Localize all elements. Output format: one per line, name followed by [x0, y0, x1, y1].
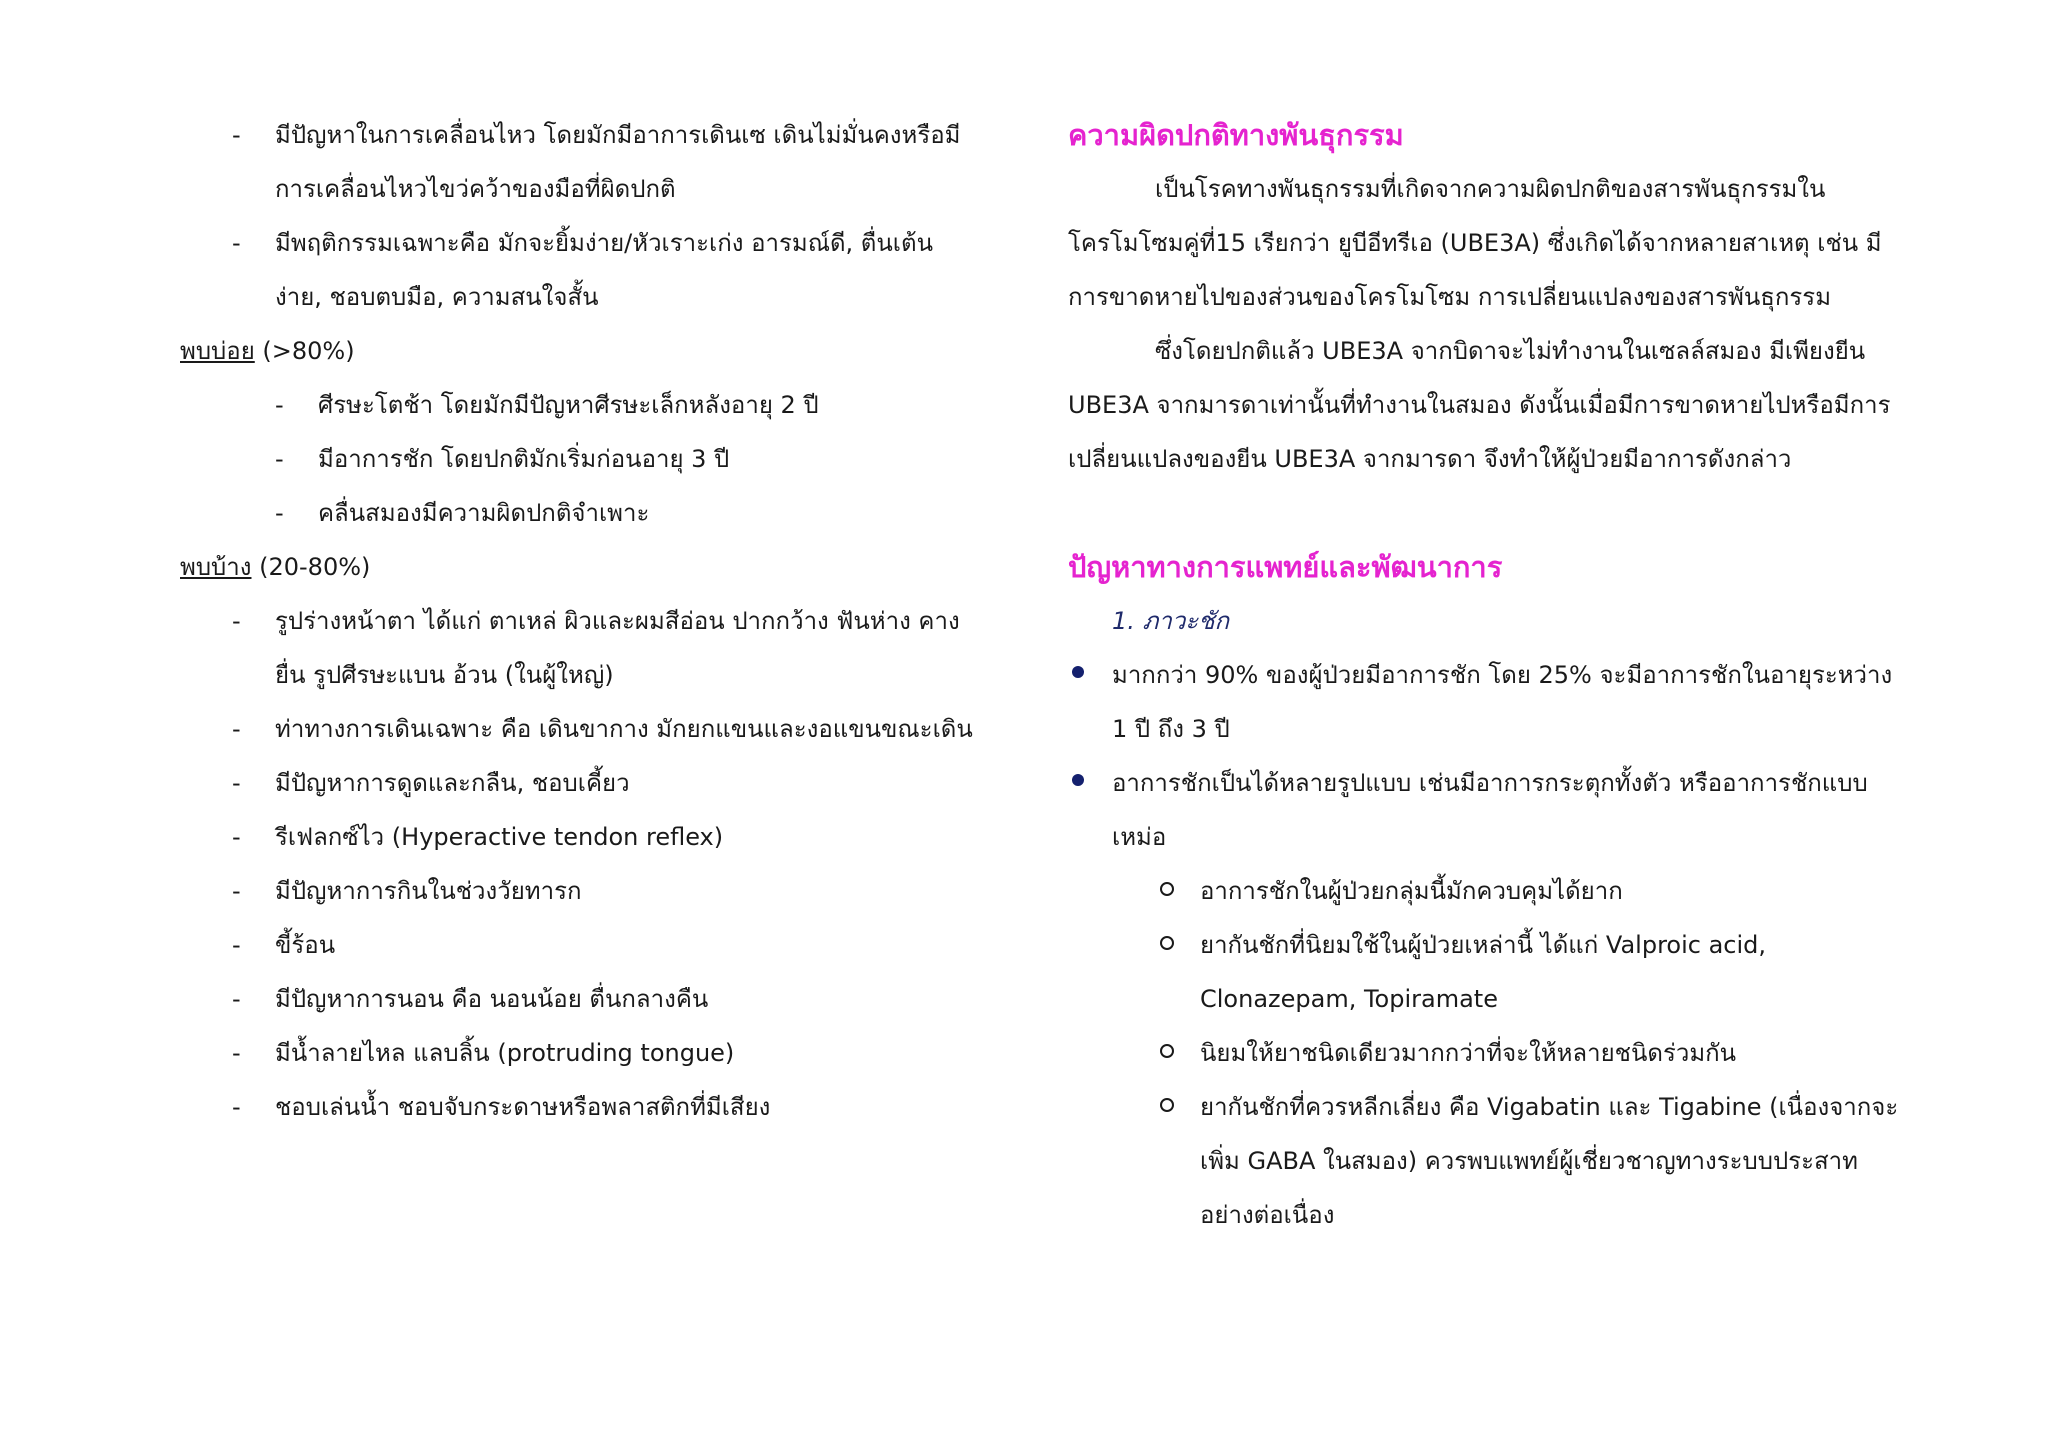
common-label-row — [180, 324, 355, 378]
face-line-2: ยื่น รูปศีรษะแบน อ้วน (ในผู้ใหญ่) — [275, 661, 614, 689]
circle-bullet — [1160, 936, 1174, 950]
sometimes-item: ชอบเล่นน้ำ ชอบจับกระดาษหรือพลาสติกที่มีเสียง — [275, 1093, 771, 1121]
sub4-line-3: อย่างต่อเนื่อง — [1200, 1201, 1335, 1229]
sub4-line-2: เพิ่ม GABA ในสมอง) ควรพบแพทย์ผู้เชี่ยวชาญทางระบบประสาท — [1200, 1147, 1858, 1175]
dash-marker: - — [232, 229, 241, 257]
sometimes-percentage: (20-80%) — [251, 553, 371, 581]
sub2-line-1: ยากันชักที่นิยมใช้ในผู้ป่วยเหล่านี้ ได้แก่ Valproic acid, — [1200, 931, 1767, 959]
motor-problem-line-1: มีปัญหาในการเคลื่อนไหว โดยมักมีอาการเดินเซ เดินไม่มั่นคงหรือมี — [275, 121, 961, 149]
circle-bullet — [1160, 1044, 1174, 1058]
genetics-para2-line-1: ซึ่งโดยปกติแล้ว UBE3A จากบิดาจะไม่ทำงานในเซลล์สมอง มีเพียงยีน — [1155, 337, 1866, 365]
dash-marker: - — [232, 1039, 241, 1067]
bullet1-line-2: 1 ปี ถึง 3 ปี — [1112, 715, 1230, 743]
bullet1-line-1: มากกว่า 90% ของผู้ป่วยมีอาการชัก โดย 25% จะมีอาการชักในอายุระหว่าง — [1112, 661, 1893, 689]
genetics-para1-line-2: โครโมโซมคู่ที่15 เรียกว่า ยูบีอีทรีเอ (UBE3A) ซึ่งเกิดได้จากหลายสาเหตุ เช่น มี — [1068, 229, 1882, 257]
genetics-para1-line-1: เป็นโรคทางพันธุกรรมที่เกิดจากความผิดปกติของสารพันธุกรรมใน — [1155, 175, 1826, 203]
sub1-line-1: อาการชักในผู้ป่วยกลุ่มนี้มักควบคุมได้ยาก — [1200, 877, 1623, 905]
bullet2-line-1: อาการชักเป็นได้หลายรูปแบบ เช่นมีอาการกระตุกทั้งตัว หรืออาการชักแบบ — [1112, 769, 1868, 797]
dash-marker: - — [275, 391, 284, 419]
motor-problem-line-2: การเคลื่อนไหวไขว่คว้าของมือที่ผิดปกติ — [275, 175, 676, 203]
sub4-line-1: ยากันชักที่ควรหลีกเลี่ยง คือ Vigabatin และ Tigabine (เนื่องจากจะ — [1200, 1093, 1899, 1121]
dash-marker: - — [232, 121, 241, 149]
dash-marker: - — [275, 499, 284, 527]
common-item: ศีรษะโตช้า โดยมักมีปัญหาศีรษะเล็กหลังอายุ 2 ปี — [318, 391, 819, 419]
behavior-line-1: มีพฤติกรรมเฉพาะคือ มักจะยิ้มง่าย/หัวเราะเก่ง อารมณ์ดี, ตื่นเต้น — [275, 229, 933, 257]
sometimes-item: มีน้ำลายไหล แลบลิ้น (protruding tongue) — [275, 1039, 735, 1067]
sometimes-item: มีปัญหาการกินในช่วงวัยทารก — [275, 877, 582, 905]
sometimes-item: ขี้ร้อน — [275, 931, 336, 959]
genetics-heading: ความผิดปกติทางพันธุกรรม — [1068, 118, 1404, 152]
sometimes-label: พบบ้าง — [180, 553, 252, 581]
dash-marker: - — [232, 985, 241, 1013]
dash-marker: - — [232, 1093, 241, 1121]
sometimes-item: รีเฟลกซ์ไว (Hyperactive tendon reflex) — [275, 823, 724, 851]
dash-marker: - — [275, 445, 284, 473]
sometimes-label-row — [180, 540, 370, 594]
dash-marker: - — [232, 877, 241, 905]
dash-marker: - — [232, 607, 241, 635]
dash-marker: - — [232, 931, 241, 959]
common-item: มีอาการชัก โดยปกติมักเริ่มก่อนอายุ 3 ปี — [318, 445, 730, 473]
bullet-dot — [1072, 666, 1084, 678]
genetics-para1-line-3: การขาดหายไปของส่วนของโครโมโซม การเปลี่ยนแปลงของสารพันธุกรรม — [1068, 283, 1832, 311]
circle-bullet — [1160, 1098, 1174, 1112]
common-item: คลื่นสมองมีความผิดปกติจำเพาะ — [318, 499, 650, 527]
medical-heading: ปัญหาทางการแพทย์และพัฒนาการ — [1068, 550, 1503, 584]
sometimes-item: มีปัญหาการดูดและกลืน, ชอบเคี้ยว — [275, 769, 630, 797]
sub2-line-2: Clonazepam, Topiramate — [1200, 985, 1498, 1013]
genetics-para2-line-3: เปลี่ยนแปลงของยีน UBE3A จากมารดา จึงทำให้ผู้ป่วยมีอาการดังกล่าว — [1068, 445, 1792, 473]
genetics-para2-line-2: UBE3A จากมารดาเท่านั้นที่ทำงานในสมอง ดังนั้นเมื่อมีการขาดหายไปหรือมีการ — [1068, 391, 1891, 419]
sometimes-item: ท่าทางการเดินเฉพาะ คือ เดินขากาง มักยกแขนและงอแขนขณะเดิน — [275, 715, 973, 743]
behavior-line-2: ง่าย, ชอบตบมือ, ความสนใจสั้น — [275, 283, 599, 311]
sometimes-item: มีปัญหาการนอน คือ นอนน้อย ตื่นกลางคืน — [275, 985, 709, 1013]
face-line-1: รูปร่างหน้าตา ได้แก่ ตาเหล่ ผิวและผมสีอ่อน ปากกว้าง ฟันห่าง คาง — [275, 607, 960, 635]
bullet2-line-2: เหม่อ — [1112, 823, 1167, 851]
common-label: พบบ่อย — [180, 337, 255, 365]
common-percentage: (>80%) — [254, 337, 355, 365]
dash-marker: - — [232, 823, 241, 851]
numbered-item-seizures: 1. ภาวะชัก — [1112, 607, 1230, 635]
sub3-line-1: นิยมให้ยาชนิดเดียวมากกว่าที่จะให้หลายชนิดร่วมกัน — [1200, 1039, 1737, 1067]
dash-marker: - — [232, 715, 241, 743]
circle-bullet — [1160, 882, 1174, 896]
dash-marker: - — [232, 769, 241, 797]
bullet-dot — [1072, 774, 1084, 786]
